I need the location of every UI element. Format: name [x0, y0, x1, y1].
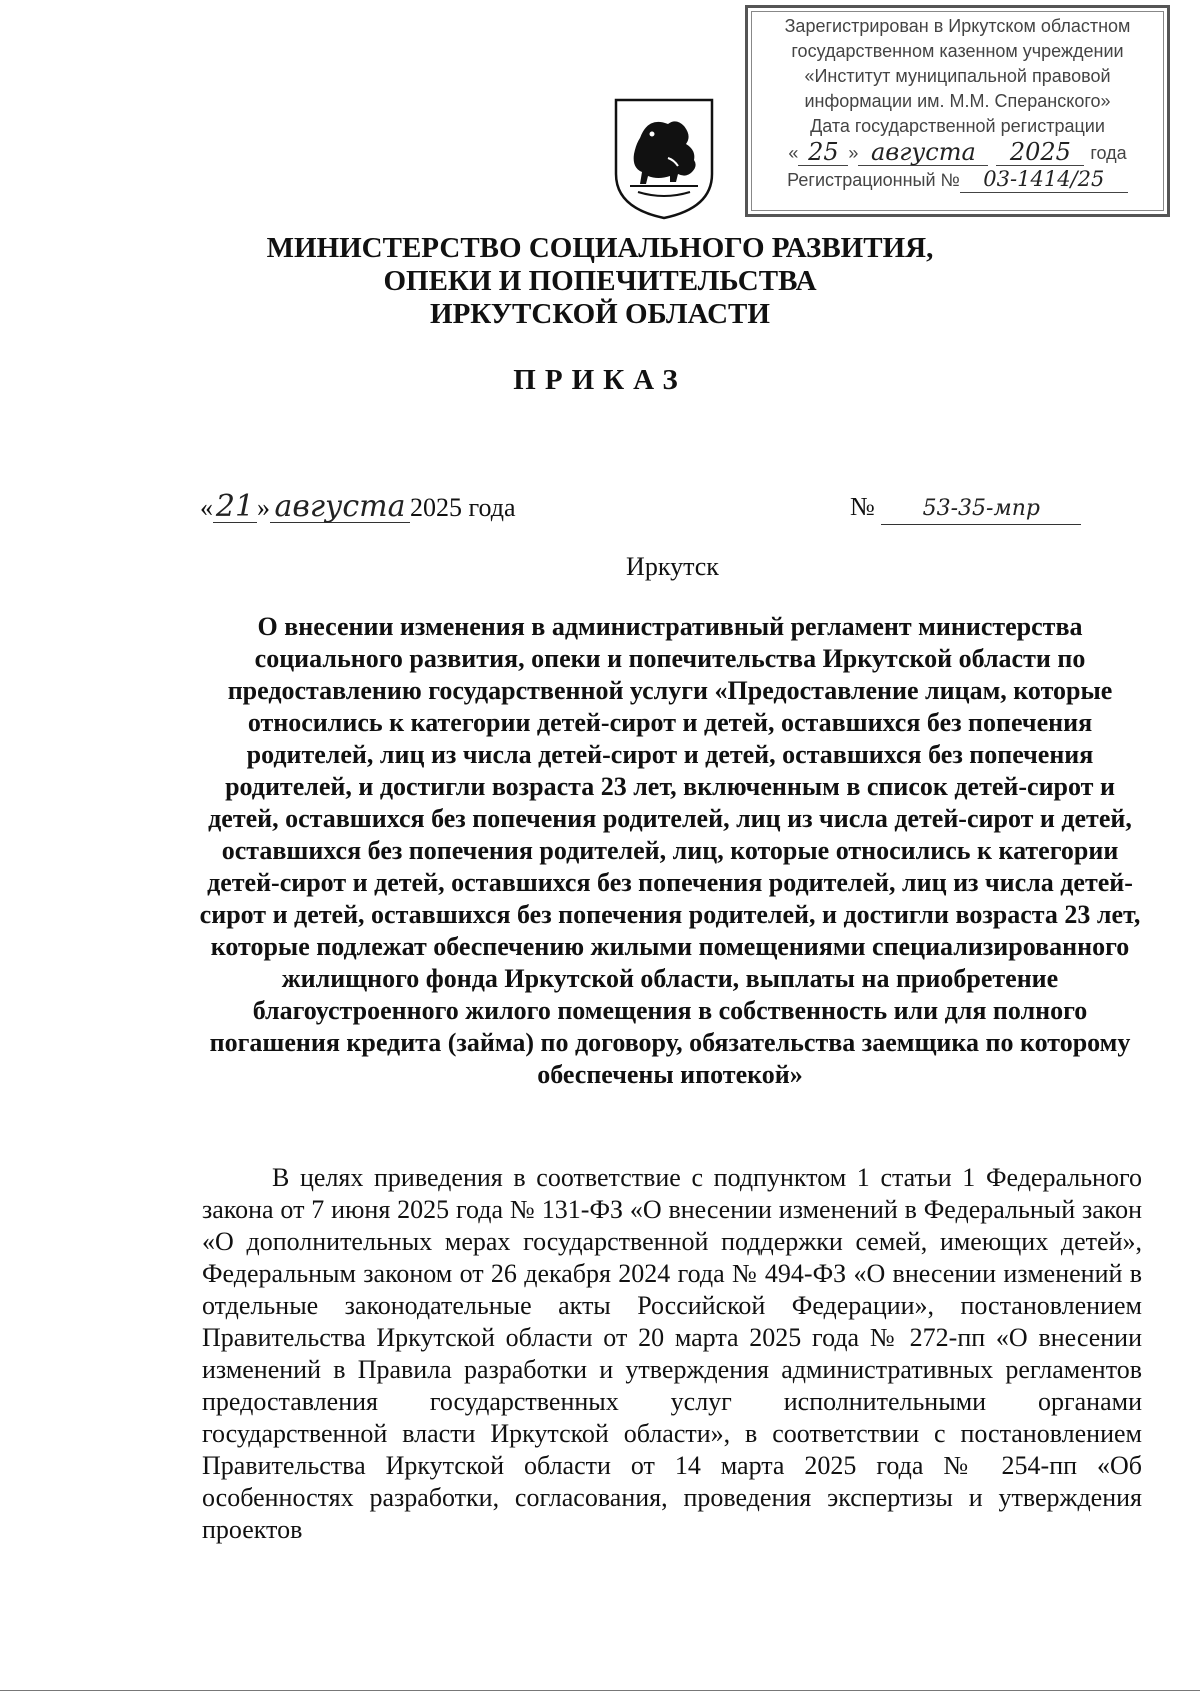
stamp-date-row [758, 139, 1157, 166]
stamp-line: «Институт муниципальной правовой [804, 66, 1111, 86]
order-date-quote-close: » [257, 493, 270, 522]
order-title: О внесении изменения в административный регламент министерства социального развития, опеки и попечительства Иркутской области по предоставлению государственной услуги «Предоставление лицам, которые относились к категории детей-сирот и детей, оставшихся без попечения родителей, лиц из числа детей-сирот и детей, оставшихся без попечения родителей, и достигли возраста 23 лет, включенным в список детей-сирот и детей, оставшихся без попечения родителей, лиц из числа детей-сирот и детей, оставшихся без попечения родителей, лиц, которые относились к категории детей-сирот и детей, оставшихся без попечения родителей, лиц из числа детей-сирот и детей, оставшихся без попечения родителей, и достигли возраста 23 лет, которые подлежат обеспечению жилыми помещениями специализированного жилищного фонда Иркутской области, выплаты на приобретение благоустроенного жилого помещения в собственность или для полного погашения кредита (займа) по договору, обязательства заемщика по которому обеспечены ипотекой» [199, 612, 1141, 1089]
ministry-line-3: ИРКУТСКОЙ ОБЛАСТИ [430, 298, 770, 330]
city: Иркутск [626, 552, 719, 581]
stamp-date-day: 25 [798, 139, 848, 166]
stamp-line: Дата государственной регистрации [810, 116, 1105, 136]
page-bottom-rule [0, 1690, 1200, 1691]
body-paragraph: В целях приведения в соответствие с подпунктом 1 статьи 1 Федерального закона от 7 июня 2025 года № 131-ФЗ «О внесении изменений в Федеральный закон «О дополнительных мерах государственной поддержки семей, имеющих детей», Федеральным законом от 26 декабря 2024 года № 494-ФЗ «О внесении изменений в отдельные законодательные акты Российской Федерации», постановлением Правительства Иркутской области от 20 марта 2025 года № 272-пп «О внесении изменений в Правила разработки и утверждения административных регламентов предоставления государственных услуг исполнительными органами государственной власти Иркутской области», в соответствии с постановлением Правительства Иркутской области от 14 марта 2025 года № 254-пп «Об особенностях разработки, согласования, проведения экспертизы и утверждения проектов [202, 1163, 1142, 1544]
document-type: ПРИКАЗ [513, 364, 687, 396]
order-date-month: августа [270, 492, 410, 523]
order-date-year: 2025 года [410, 493, 516, 522]
order-number [850, 492, 1081, 525]
ministry-line-2: ОПЕКИ И ПОПЕЧИТЕЛЬСТВА [383, 265, 817, 297]
order-date-day: 21 [213, 492, 257, 523]
stamp-date-mid: » [848, 143, 859, 163]
stamp-date-month: августа [858, 139, 988, 166]
stamp-reg-row [758, 166, 1157, 193]
stamp-date-year: 2025 [996, 139, 1084, 166]
stamp-reg-number: 03-1414/25 [960, 166, 1128, 193]
stamp-line: Зарегистрирован в Иркутском областном [784, 16, 1131, 36]
stamp-reg-label: Регистрационный № [787, 170, 960, 190]
coat-of-arms-icon [612, 96, 716, 222]
stamp-date-suffix: года [1090, 143, 1127, 163]
ministry-line-1: МИНИСТЕРСТВО СОЦИАЛЬНОГО РАЗВИТИЯ, [266, 232, 934, 264]
order-number-value: 53-35-мпр [881, 494, 1081, 525]
ministry-name [0, 232, 1200, 331]
order-date-quote-open: « [200, 493, 213, 522]
order-date-number-line [200, 482, 1160, 532]
registration-stamp [745, 5, 1170, 217]
stamp-line: государственном казенном учреждении [791, 41, 1124, 61]
stamp-date-open: « [788, 143, 799, 163]
order-number-label: № [850, 492, 875, 521]
order-date [200, 489, 516, 524]
stamp-line: информации им. М.М. Сперанского» [804, 91, 1111, 111]
